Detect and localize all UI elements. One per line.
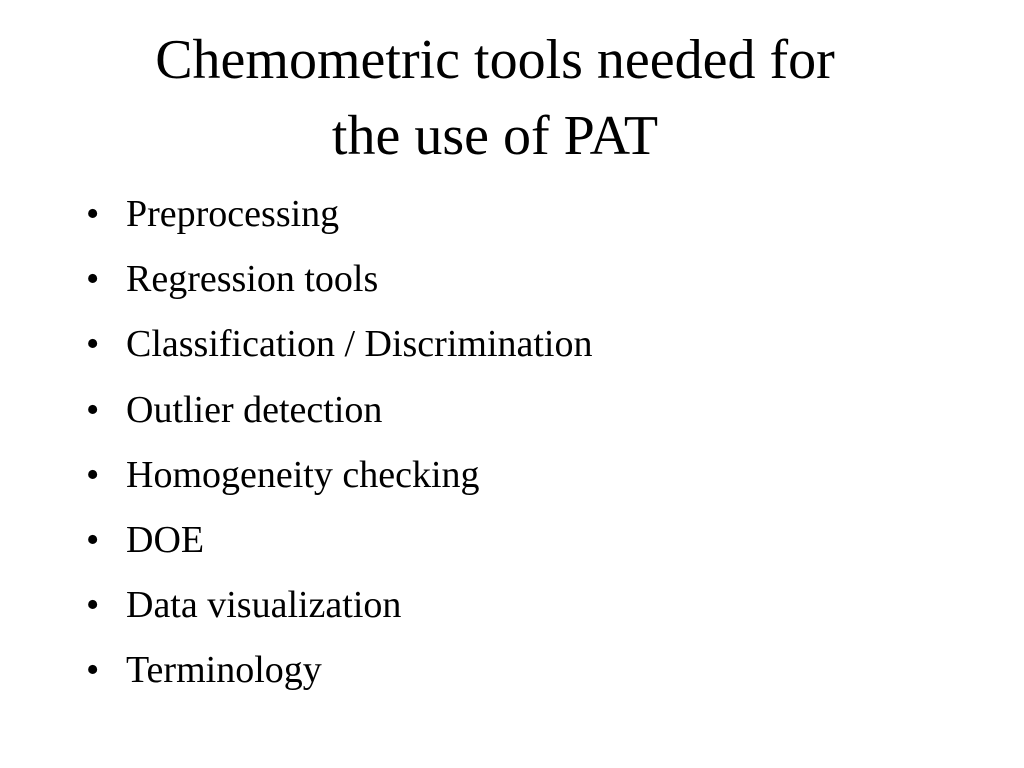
list-item [86,644,592,696]
bullet-icon: • [86,649,100,692]
list-item [86,188,592,240]
list-item [86,514,592,566]
slide-title [0,22,990,174]
bullet-icon: • [86,518,100,561]
list-item-text: Classification / Discrimination [126,323,593,366]
slide-title-line-1: Chemometric tools needed for [155,29,835,91]
list-item [86,579,592,631]
bullet-icon: • [86,193,100,235]
list-item [86,253,592,305]
bullet-icon: • [86,258,100,301]
list-item [86,318,592,370]
bullet-list [86,188,592,710]
bullet-icon: • [86,584,100,627]
list-item-text: Preprocessing [126,193,340,235]
list-item [86,384,592,436]
list-item [86,449,592,501]
bullet-icon: • [86,453,100,496]
list-item-text: Homogeneity checking [126,453,480,496]
list-item-text: DOE [126,518,205,561]
bullet-icon: • [86,388,100,431]
slide-title-line-2: the use of PAT [331,105,659,167]
list-item-text: Outlier detection [126,388,383,431]
list-item-text: Regression tools [126,258,379,301]
list-item-text: Data visualization [126,584,402,627]
bullet-icon: • [86,323,100,366]
list-item-text: Terminology [126,649,322,692]
